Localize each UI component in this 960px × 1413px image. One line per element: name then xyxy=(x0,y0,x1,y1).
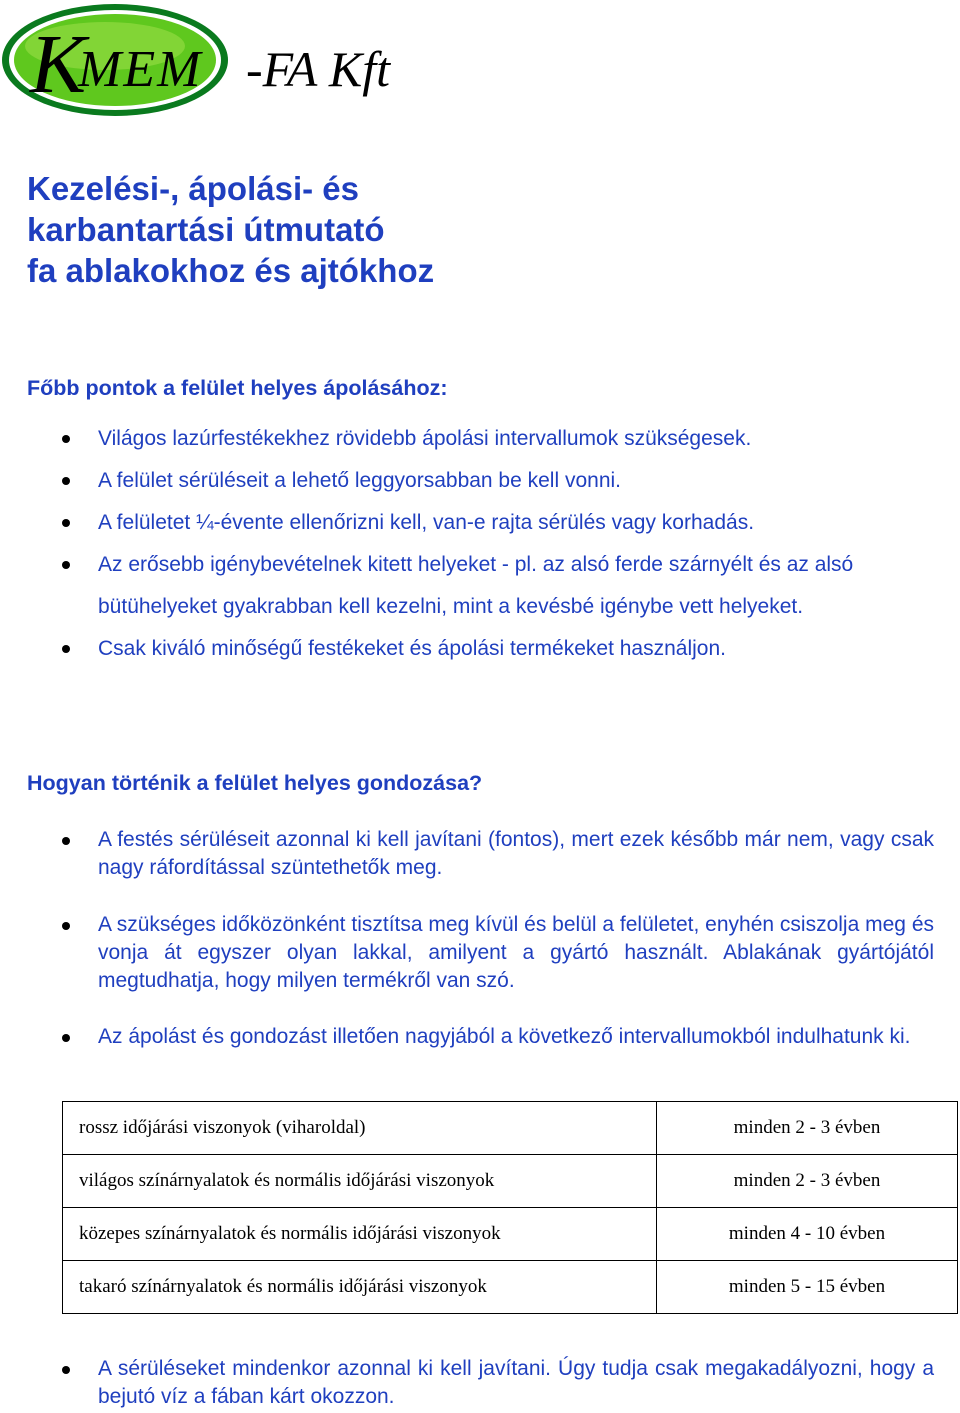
table-cell-condition: közepes színárnyalatok és normális időjárási viszonyok xyxy=(63,1208,657,1261)
list-item: Az erősebb igénybevételnek kitett helyeket - pl. az alsó ferde szárnyélt és az alsó bütühelyeket gyakrabban kell kezelni, mint a kevésbé igénybe vett helyeket. xyxy=(0,544,960,628)
logo-suffix: -FA Kft xyxy=(246,41,391,97)
section-heading-main-points: Főbb pontok a felület helyes ápolásához: xyxy=(27,376,448,400)
list-item: A szükséges időközönként tisztítsa meg kívül és belül a felületet, enyhén csiszolja meg és vonja át egyszer olyan lakkal, amilyent a gyártó használt. Ablakának gyártójától megtudhatja, hogy milyen termékről van szó. xyxy=(0,911,960,995)
list-item: A festés sérüléseit azonnal ki kell javítani (fontos), mert ezek később már nem, vagy csak nagy ráfordítással szüntethetők meg. xyxy=(0,826,960,882)
bullet-icon xyxy=(62,1034,70,1042)
bullet-icon xyxy=(62,477,70,485)
section-heading-care: Hogyan történik a felület helyes gondozása? xyxy=(27,771,483,795)
table-cell-condition: takaró színárnyalatok és normális időjárási viszonyok xyxy=(63,1261,657,1314)
logo-letters-mem: MEM xyxy=(78,41,203,98)
title-line: Kezelési-, ápolási- és xyxy=(27,170,359,207)
list-item: Csak kiváló minőségű festékeket és ápolási termékeket használjon. xyxy=(0,628,960,670)
table-row xyxy=(63,1208,958,1261)
care-intervals-table xyxy=(62,1101,958,1314)
table-row xyxy=(63,1261,958,1314)
care-list xyxy=(0,826,960,882)
table-cell-interval: minden 5 - 15 évben xyxy=(657,1261,958,1314)
table-cell-interval: minden 2 - 3 évben xyxy=(657,1155,958,1208)
care-list xyxy=(0,911,960,995)
company-logo xyxy=(0,0,480,130)
table-cell-interval: minden 4 - 10 évben xyxy=(657,1208,958,1261)
bullet-icon xyxy=(62,645,70,653)
table-row xyxy=(63,1155,958,1208)
table-cell-interval: minden 2 - 3 évben xyxy=(657,1102,958,1155)
list-item: A sérüléseket mindenkor azonnal ki kell javítani. Úgy tudja csak megakadályozni, hogy a bejutó víz a fában kárt okozzon. xyxy=(0,1355,960,1411)
bullet-icon xyxy=(62,435,70,443)
bullet-icon xyxy=(62,519,70,527)
title-line: fa ablakokhoz és ajtókhoz xyxy=(27,252,435,289)
bullet-icon xyxy=(62,922,70,930)
title-line: karbantartási útmutató xyxy=(27,211,385,248)
main-points-list xyxy=(0,418,960,670)
table-row xyxy=(63,1102,958,1155)
table-cell-condition: rossz időjárási viszonyok (viharoldal) xyxy=(63,1102,657,1155)
final-list xyxy=(0,1355,960,1411)
logo-graphic xyxy=(0,0,480,130)
bullet-icon xyxy=(62,561,70,569)
list-item: Világos lazúrfestékekhez rövidebb ápolási intervallumok szükségesek. xyxy=(0,418,960,460)
list-item: Az ápolást és gondozást illetően nagyjából a következő intervallumokból indulhatunk ki. xyxy=(0,1023,960,1051)
list-item: A felületet ¼-évente ellenőrizni kell, van-e rajta sérülés vagy korhadás. xyxy=(0,502,960,544)
list-item: A felület sérüléseit a lehető leggyorsabban be kell vonni. xyxy=(0,460,960,502)
bullet-icon xyxy=(62,1366,70,1374)
table-cell-condition: világos színárnyalatok és normális időjárási viszonyok xyxy=(63,1155,657,1208)
document-title xyxy=(27,168,434,291)
logo-letter-k: K xyxy=(30,18,87,111)
bullet-icon xyxy=(62,837,70,845)
care-list xyxy=(0,1023,960,1051)
